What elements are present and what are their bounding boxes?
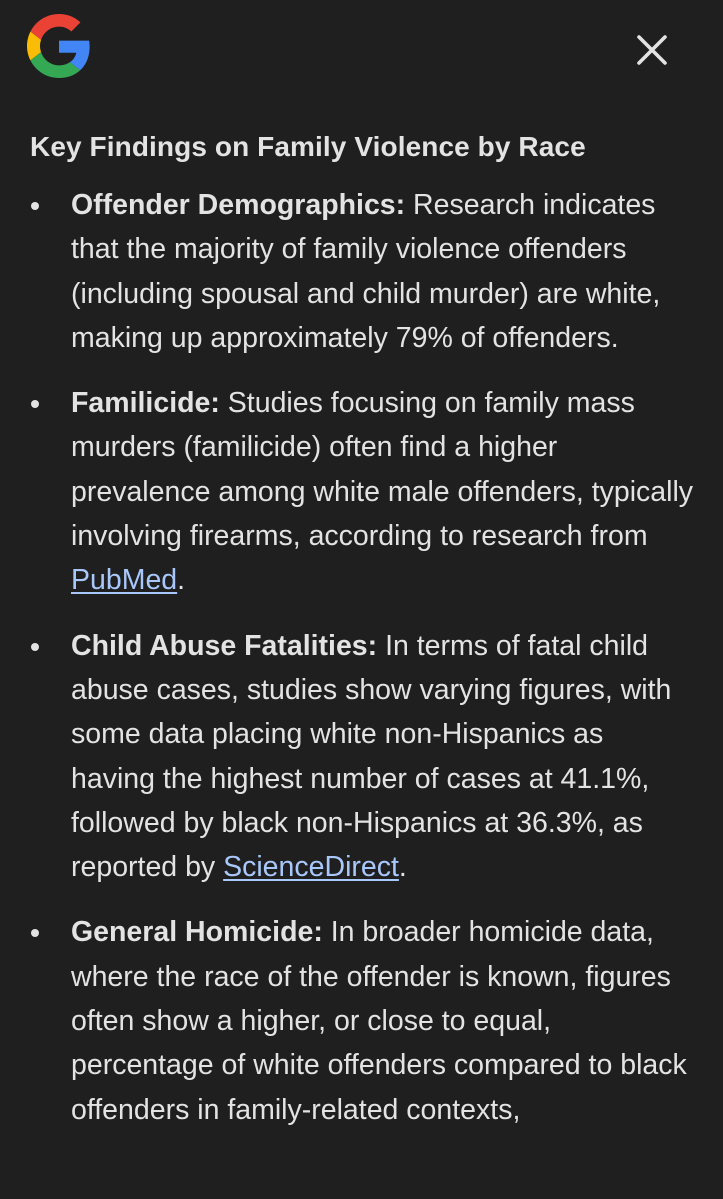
item-lead: Child Abuse Fatalities: [71,629,378,662]
item-lead: Familicide: [71,387,220,420]
item-text: In broader homicide data, where the race of the offender is known, figures often show a higher, or close to equal, percentage of white offenders compared to black offenders in family-related contexts, [71,916,687,1126]
sciencedirect-link[interactable]: ScienceDirect [223,851,399,884]
item-text: Studies focusing on family mass murders (familicide) often find a higher prevalence among white male offenders, typically involving firearms, according to research from [71,387,694,553]
top-bar [0,0,723,100]
pubmed-link[interactable]: PubMed [71,564,178,597]
item-lead: Offender Demographics: [71,189,406,221]
list-item [30,183,695,360]
google-g-logo-icon[interactable] [27,14,91,78]
findings-heading: Key Findings on Family Violence by Race [30,131,586,162]
bullet-dot [31,929,39,937]
bullet-dot [31,643,39,651]
item-tail: . [398,851,407,884]
item-text: Research indicates that the majority of family violence offenders (including spousal and child murder) are white, making up approximately 79% of offenders. [71,189,661,354]
findings-list [30,183,695,1132]
answer-content [30,125,695,1153]
bullet-dot [31,400,39,408]
list-item [30,381,695,602]
item-tail: . [177,564,186,597]
list-item [30,624,695,890]
list-item [30,910,695,1131]
close-icon[interactable] [630,28,674,72]
bullet-dot [31,202,39,210]
item-lead: General Homicide: [71,916,323,949]
item-text: In terms of fatal child abuse cases, studies show varying figures, with some data placing white non-Hispanics as having the highest number of cases at 41.1%, followed by black non-Hispanics at 36.3%, as reported by [71,629,672,884]
